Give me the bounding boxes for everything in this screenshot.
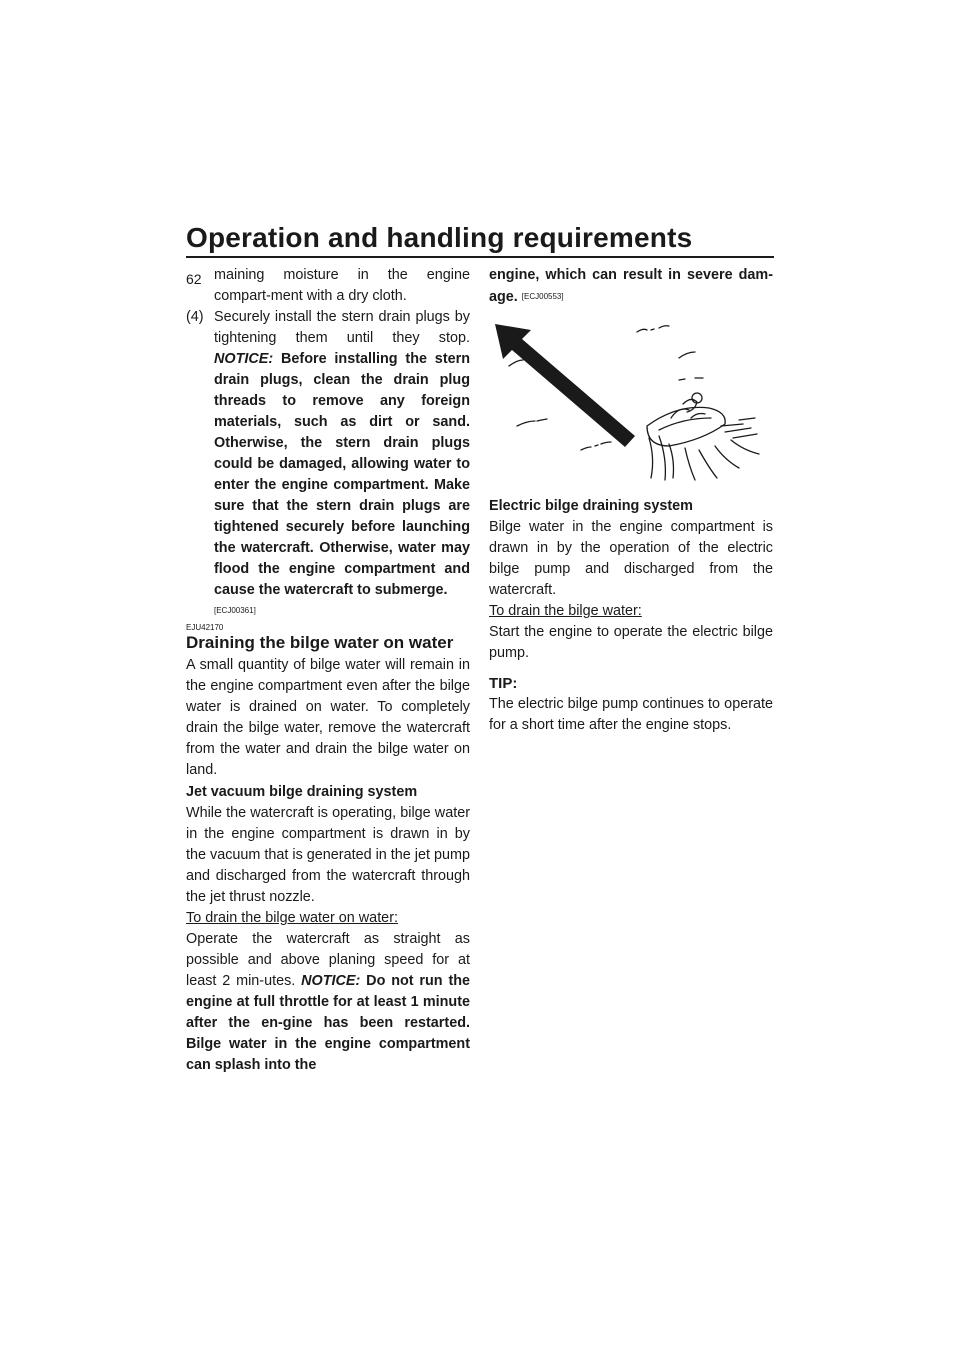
- step-number: (4): [186, 309, 204, 325]
- notice-continuation: engine, which can result in severe dam-age.: [489, 267, 773, 305]
- section-title: Draining the bilge water on water: [186, 633, 454, 652]
- drain-bilge-subheading: To drain the bilge water:: [489, 603, 642, 619]
- notice-label: NOTICE:: [214, 351, 274, 367]
- header-rule: [186, 256, 774, 258]
- jet-instruction-text: Operate the watercraft as straight as possible and above planing speed for at least 2 min-utes.: [186, 931, 470, 989]
- continued-paragraph: maining moisture in the engine compart-ment with a dry cloth.: [214, 267, 470, 304]
- tip-label: TIP:: [489, 675, 518, 692]
- drain-on-water-subheading: To drain the bilge water on water:: [186, 910, 398, 926]
- step-4: [186, 307, 470, 601]
- notice-label: NOTICE:: [301, 973, 361, 989]
- caution-code: [ECJ00361]: [214, 606, 256, 615]
- intro-paragraph: A small quantity of bilge water will remain in the engine compartment even after the bilge water is drained on water. To completely drain the bilge water, remove the watercraft from the water and drain the bilge water on land.: [186, 657, 470, 778]
- left-column: [186, 265, 470, 1076]
- tip-text: The electric bilge pump continues to operate for a short time after the engine stops.: [489, 696, 773, 733]
- right-column: [489, 265, 773, 736]
- step-text: [214, 307, 470, 601]
- page-number: 62: [186, 271, 202, 287]
- jet-instruction: [186, 929, 470, 1076]
- electric-instruction: Start the engine to operate the electric bilge pump.: [489, 624, 773, 661]
- page-title: Operation and handling requirements: [186, 222, 693, 253]
- step-4-text: Securely install the stern drain plugs by tightening them until they stop.: [214, 309, 470, 346]
- notice-text: Before installing the stern drain plugs, clean the drain plug threads to remove any foreign materials, such as dirt or sand. Otherwise, the stern drain plugs could be damaged, allowing water to enter the engine compartment. Make sure that the stern drain plugs are tightened securely before launching the watercraft. Otherwise, water may flood the engine compartment and cause the watercraft to submerge.: [214, 351, 470, 598]
- electric-bilge-text: Bilge water in the engine compartment is drawn in by the operation of the electric bilge pump and discharged from the watercraft.: [489, 519, 773, 598]
- caution-code: [ECJ00553]: [521, 292, 564, 301]
- section-code: EJU42170: [186, 623, 224, 632]
- continued-notice: [489, 265, 773, 308]
- jet-vacuum-heading: Jet vacuum bilge draining system: [186, 784, 418, 800]
- electric-bilge-heading: Electric bilge draining system: [489, 498, 693, 514]
- jet-vacuum-text: While the watercraft is operating, bilge water in the engine compartment is drawn in by the vacuum that is generated in the jet pump and discharged from the watercraft through the jet thrust nozzle.: [186, 805, 470, 905]
- notice-text: Do not run the engine at full throttle for at least 1 minute after the en-gine has been restarted. Bilge water in the engine compartment can splash into the: [186, 973, 471, 1073]
- watercraft-arrow-illustration: [489, 318, 773, 490]
